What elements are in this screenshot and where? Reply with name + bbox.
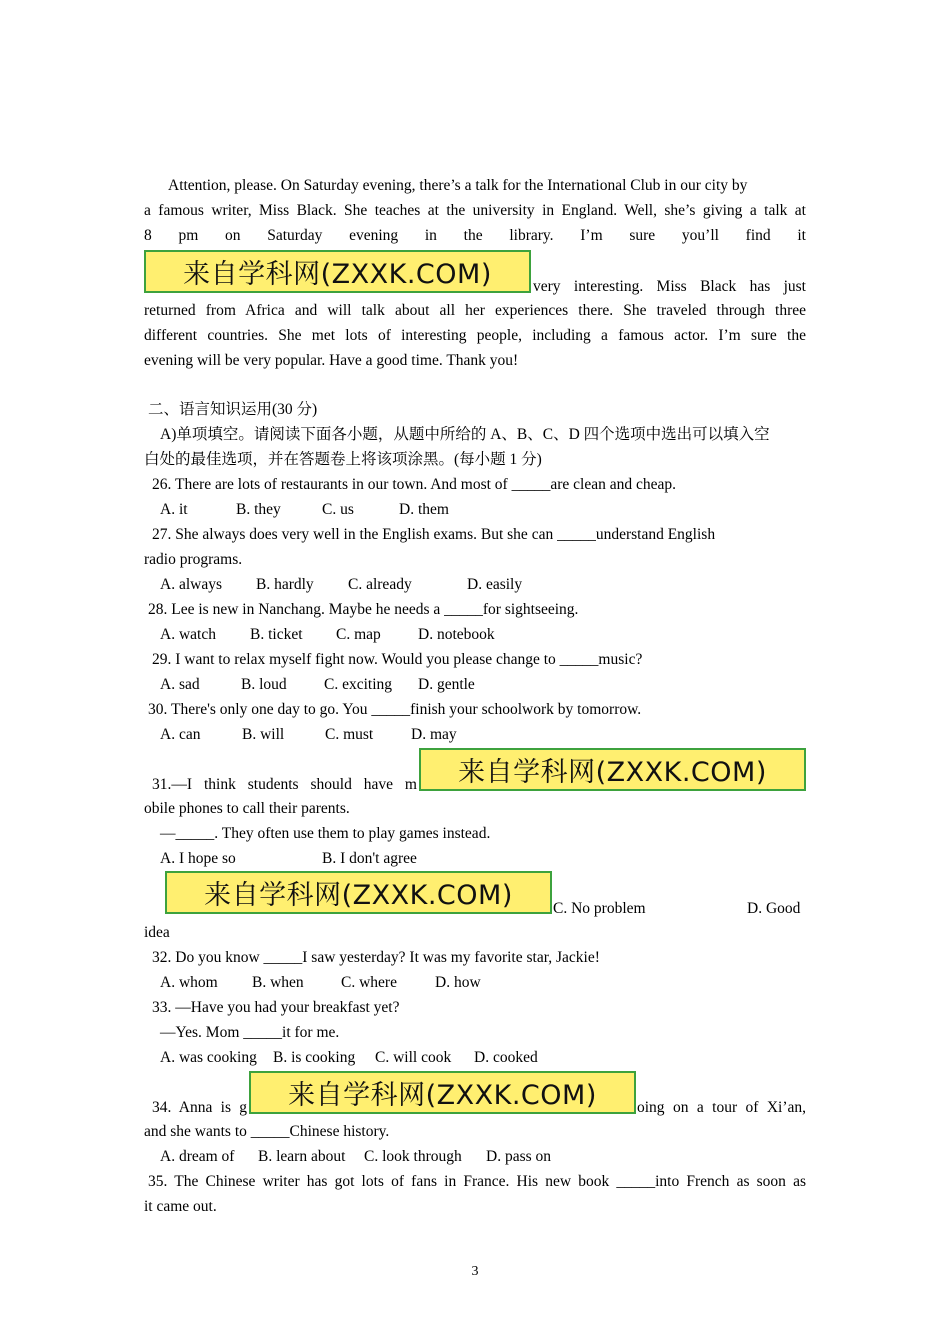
q28-option-b: B. ticket — [250, 626, 303, 643]
section-heading: 二、语言知识运用(30 分) — [148, 401, 318, 418]
q34-stem-1a: 34. Anna is g — [152, 1099, 247, 1116]
q28-option-c: C. map — [336, 626, 381, 643]
q30-stem: 30. There's only one day to go. You _____finish your schoolwork by tomorrow. — [148, 701, 642, 718]
q27-option-a: A. always — [160, 576, 222, 593]
q32-stem: 32. Do you know _____I saw yesterday? It was my favorite star, Jackie! — [152, 949, 600, 966]
page-number: 3 — [471, 1264, 479, 1279]
q35-stem-2: it came out. — [144, 1198, 217, 1215]
section-instructions-1: A)单项填空。请阅读下面各小题，从题中所给的 A、B、C、D 四个选项中选出可以填入空 — [160, 426, 770, 443]
q30-option-a: A. can — [160, 726, 201, 743]
passage-line-7: evening will be very popular. Have a good time. Thank you! — [144, 352, 519, 369]
q29-option-c: C. exciting — [324, 676, 393, 693]
q31-option-d: D. Good — [747, 900, 801, 917]
q30-option-d: D. may — [411, 726, 457, 743]
watermark-banner-3: 来自学科网(ZXXK.COM) — [165, 871, 552, 914]
q31-stem-2: obile phones to call their parents. — [144, 800, 350, 817]
q28-option-d: D. notebook — [418, 626, 495, 643]
section-instructions-2: 白处的最佳选项，并在答题卷上将该项涂黑。(每小题 1 分) — [144, 451, 542, 468]
q34-stem-1b: oing on a tour of Xi’an, — [637, 1099, 806, 1116]
q27-stem-1: 27. She always does very well in the English exams. But she can _____understand English — [152, 526, 716, 543]
q34-option-d: D. pass on — [486, 1148, 552, 1165]
watermark-banner-4: 来自学科网(ZXXK.COM) — [249, 1071, 636, 1114]
q33-option-c: C. will cook — [375, 1049, 452, 1066]
q32-option-b: B. when — [252, 974, 304, 991]
passage-line-5: returned from Africa and will talk about all her experiences there. She traveled through three — [144, 302, 806, 319]
q27-option-c: C. already — [348, 576, 412, 593]
q33-option-d: D. cooked — [474, 1049, 538, 1066]
q33-stem-1: 33. —Have you had your breakfast yet? — [152, 999, 400, 1016]
passage-line-1: Attention, please. On Saturday evening, there’s a talk for the International Club in our city by — [168, 177, 748, 194]
q31-option-a: A. I hope so — [160, 850, 236, 867]
q26-option-d: D. them — [399, 501, 449, 518]
q27-option-d: D. easily — [467, 576, 523, 593]
q26-option-b: B. they — [236, 501, 281, 518]
q29-option-d: D. gentle — [418, 676, 475, 693]
q35-stem-1: 35. The Chinese writer has got lots of fans in France. His new book _____into French as soon as — [148, 1173, 806, 1190]
q34-option-a: A. dream of — [160, 1148, 235, 1165]
passage-line-6: different countries. She met lots of interesting people, including a famous actor. I’m sure the — [144, 327, 806, 344]
q27-stem-2: radio programs. — [144, 551, 243, 568]
q30-option-b: B. will — [242, 726, 285, 743]
q32-option-c: C. where — [341, 974, 397, 991]
q31-option-d-cont: idea — [144, 924, 170, 941]
q34-stem-2: and she wants to _____Chinese history. — [144, 1123, 390, 1140]
q31-option-b: B. I don't agree — [322, 850, 417, 867]
q33-option-b: B. is cooking — [273, 1049, 356, 1066]
q34-option-b: B. learn about — [258, 1148, 346, 1165]
passage-line-3: 8 pm on Saturday evening in the library. I’m sure you’ll find it — [144, 227, 806, 244]
q31-stem-1: 31.—I think students should have m — [152, 776, 417, 793]
passage-line-4: very interesting. Miss Black has just — [533, 278, 806, 295]
q29-option-b: B. loud — [241, 676, 287, 693]
q26-option-c: C. us — [322, 501, 354, 518]
q30-option-c: C. must — [325, 726, 374, 743]
q34-option-c: C. look through — [364, 1148, 462, 1165]
q29-stem: 29. I want to relax myself fight now. Would you please change to _____music? — [152, 651, 643, 668]
q32-option-a: A. whom — [160, 974, 218, 991]
q28-option-a: A. watch — [160, 626, 216, 643]
q31-option-c: C. No problem — [553, 900, 646, 917]
q29-option-a: A. sad — [160, 676, 200, 693]
q26-stem: 26. There are lots of restaurants in our town. And most of _____are clean and cheap. — [152, 476, 676, 493]
q26-option-a: A. it — [160, 501, 188, 518]
q27-option-b: B. hardly — [256, 576, 314, 593]
q31-reply: —_____. They often use them to play games instead. — [160, 825, 491, 842]
watermark-banner-1: 来自学科网(ZXXK.COM) — [144, 250, 531, 293]
q33-option-a: A. was cooking — [160, 1049, 257, 1066]
q28-stem: 28. Lee is new in Nanchang. Maybe he needs a _____for sightseeing. — [148, 601, 579, 618]
passage-line-2: a famous writer, Miss Black. She teaches at the university in England. Well, she’s giving a talk at — [144, 202, 806, 219]
watermark-banner-2: 来自学科网(ZXXK.COM) — [419, 748, 806, 791]
q32-option-d: D. how — [435, 974, 481, 991]
q33-stem-2: —Yes. Mom _____it for me. — [160, 1024, 340, 1041]
